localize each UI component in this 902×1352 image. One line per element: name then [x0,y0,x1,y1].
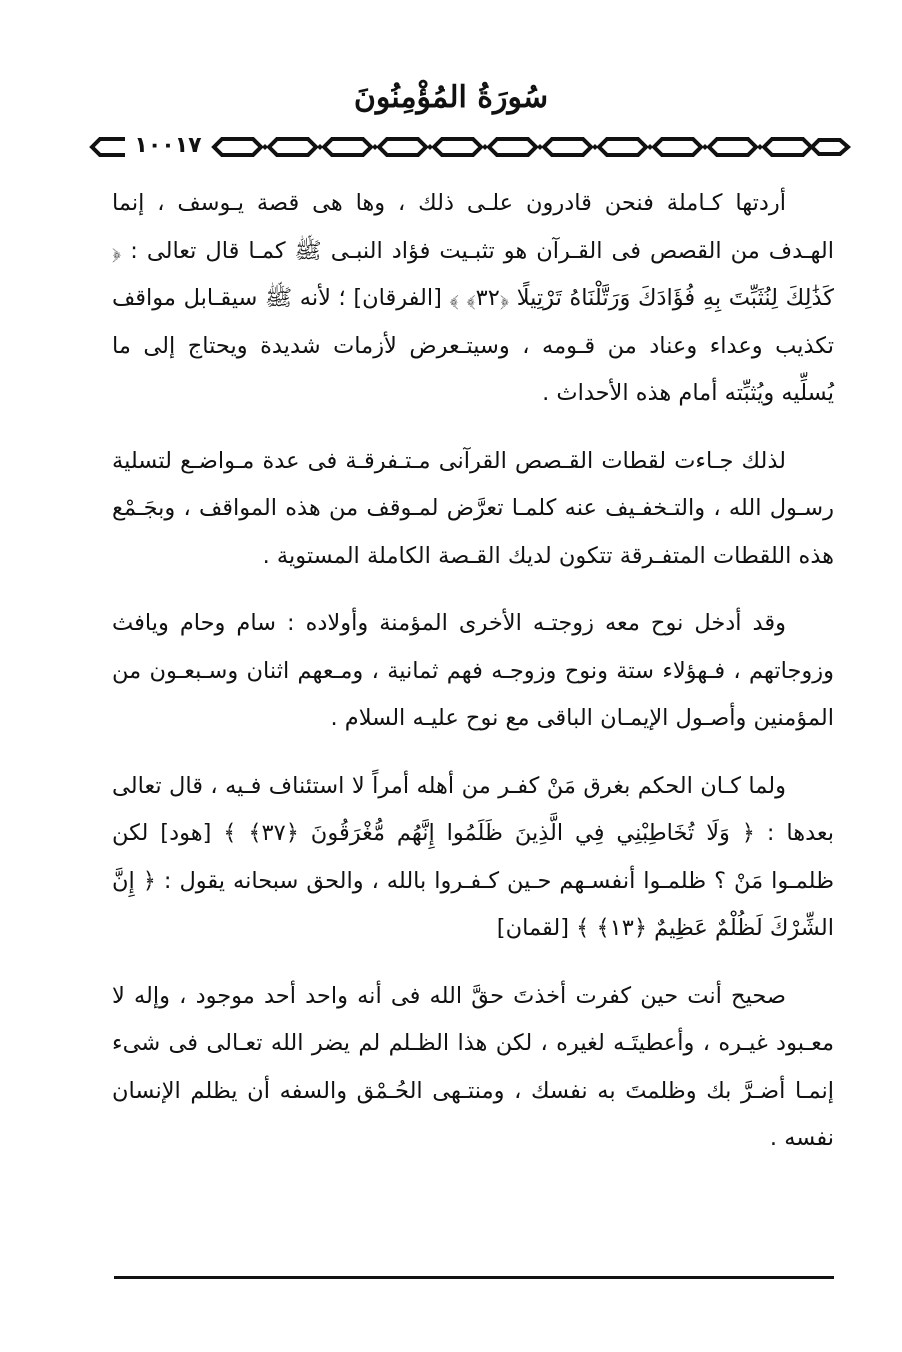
footer-divider [114,1276,834,1279]
paragraph-2: لذلك جـاءت لقطات القـصص القرآنى مـتـفرقـة فى عدة مـواضـع لتسلية رسـول الله ، والتـخفـيف عنه كلمـا تعرَّض لمـوقف من هذه المواقف ، وبجَـمْع هذه اللقطات المتفـرقة تتكون لديك القـصة الكاملة المستوية . [112,447,834,569]
body-text [112,180,834,1183]
paragraph-3: وقد أدخل نوح معه زوجتـه الأخرى المؤمنة وأولاده : سام وحام ويافث وزوجاتهم ، فـهؤلاء ستة ونوح وزوجـه فهم ثمانية ، ومـعهم اثنان وسـبعـون من المؤمنين وأصـول الإيمـان الباقى مع نوح عليـه السلام . [112,610,834,731]
page-number: ١٠٠١٧ [125,132,211,160]
paragraph-5: صحيح أنت حين كفرت أخذتَ حقَّ الله فى أنه واحد أحد موجود ، وإله لا معـبود غيـره ، وأعطيتَـه لغيره ، لكن هذا الظـلم لم يضر الله تعـالى فى شىء إنمـا أضـرَّ بك وظلمتَ به نفسك ، ومنتـهى الحُـمْق والسفه أن يظلم الإنسان نفسه . [112,982,834,1151]
paragraph-4: ولما كـان الحكم بغرق مَنْ كفـر من أهله أمراً لا استئناف فـيه ، قال تعالى بعدها : ﴿ وَلَا تُخَاطِبْنِي فِي الَّذِينَ ظَلَمُوا إِنَّهُم مُّغْرَقُونَ ﴿٣٧﴾ ﴾ [هود] لكن ظلمـوا مَنْ ؟ ظلمـوا أنفسـهم حـين كـفـروا بالله ، والحق سبحانه يقول : ﴿ إِنَّ الشِّرْكَ لَظُلْمٌ عَظِيمٌ ﴿١٣﴾ ﴾ [لقمان] [112,772,835,941]
surah-title: سُورَةُ المُؤْمِنُونَ [353,80,549,115]
paragraph-1: أردتها كـاملة فنحن قادرون علـى ذلك ، وها هى قصة يـوسف ، إنما الهـدف من القصص فى القـرآن هو تثبـيت فؤاد النبـى ﷺ كمـا قال تعالى : ﴿ كَذَٰلِكَ لِنُثَبِّتَ بِهِ فُؤَادَكَ وَرَتَّلْنَاهُ تَرْتِيلًا ﴿٣٢﴾ ﴾ [الفرقان] ؛ لأنه ﷺ سيقـابل مواقف تكذيب وعداء وعناد من قـومه ، وسيتـعرض لأزمات شديدة ويحتاج إلى ما يُسلِّيه ويُثبِّته أمام هذه الأحداث . [112,190,834,406]
